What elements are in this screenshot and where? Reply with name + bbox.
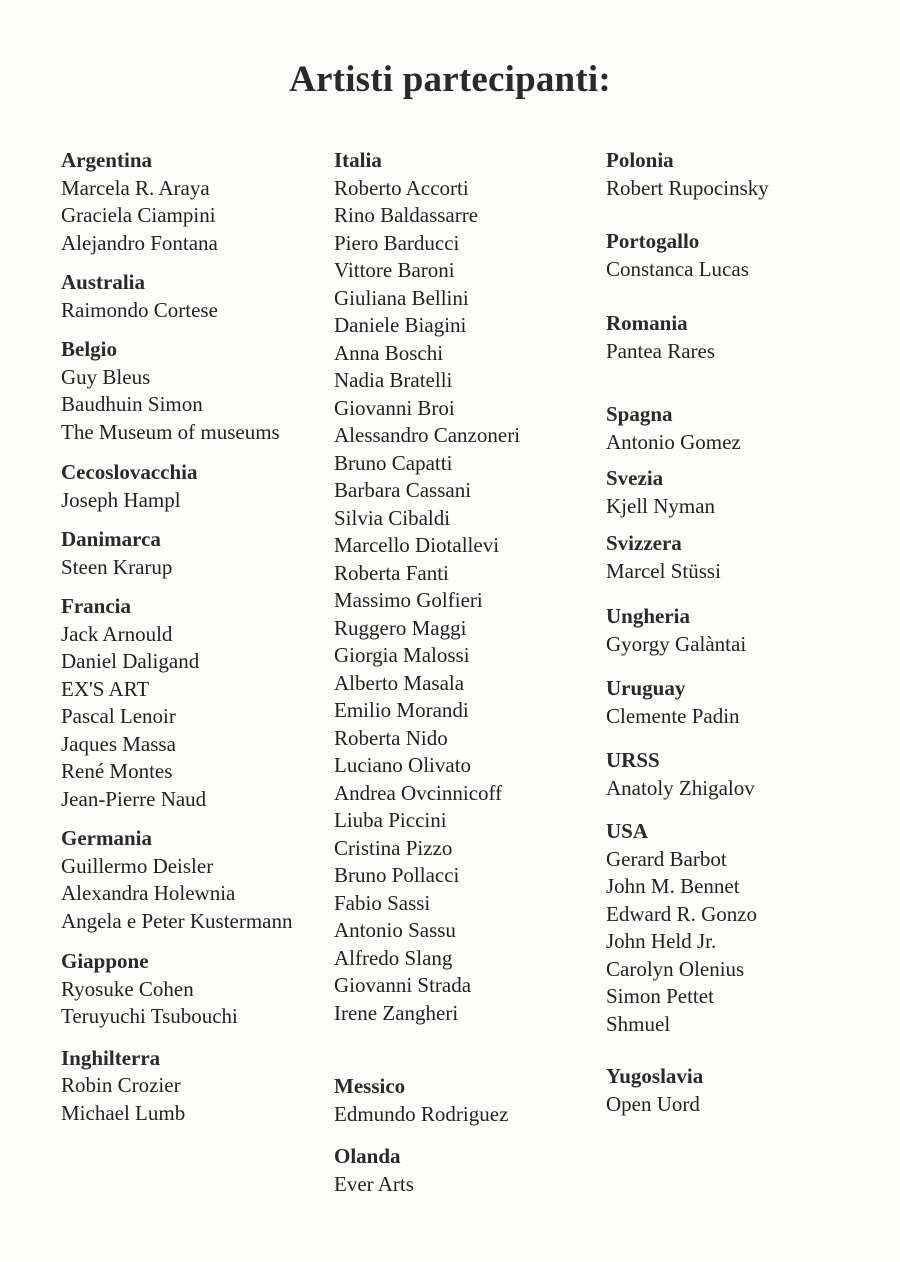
artist-name: Liuba Piccini <box>334 808 447 832</box>
country-heading: Inghilterra <box>61 1045 161 1070</box>
country-heading: Messico <box>334 1074 406 1098</box>
country-heading: Portogallo <box>606 229 700 253</box>
country-group-ungheria <box>606 603 866 658</box>
country-group-inghilterra <box>61 1045 311 1128</box>
artist-name: Daniel Daligand <box>61 649 200 673</box>
country-heading: Francia <box>61 594 131 618</box>
country-heading: Germania <box>61 826 152 850</box>
artist-name: Giorgia Malossi <box>334 643 470 667</box>
country-heading: Giappone <box>61 949 149 973</box>
artist-name: John M. Bennet <box>606 874 740 898</box>
artist-name: Marcela R. Araya <box>61 175 210 200</box>
country-group-giappone <box>61 948 311 1031</box>
country-heading: Spagna <box>606 402 673 426</box>
country-heading: Olanda <box>334 1144 401 1168</box>
column-1 <box>61 147 311 1127</box>
country-heading: Ungheria <box>606 604 690 628</box>
country-heading: Yugoslavia <box>606 1064 704 1088</box>
artist-name: Luciano Olivato <box>334 753 472 777</box>
artist-name: Gyorgy Galàntai <box>606 631 747 656</box>
artist-name: Constanca Lucas <box>606 256 749 281</box>
artist-name: Baudhuin Simon <box>61 392 203 416</box>
artist-name: Alexandra Holewnia <box>61 881 236 905</box>
artist-name: Alberto Masala <box>334 670 465 695</box>
country-group-spagna <box>606 401 866 456</box>
artist-name: Bruno Capatti <box>334 450 453 475</box>
artist-name: Ever Arts <box>334 1171 414 1196</box>
artist-name: Alejandro Fontana <box>61 230 218 255</box>
artist-name: Nadia Bratelli <box>334 368 453 392</box>
artist-name: Barbara Cassani <box>334 478 472 502</box>
country-heading: Belgio <box>61 337 117 361</box>
artist-name: Edward R. Gonzo <box>606 901 758 926</box>
column-2 <box>334 147 584 1198</box>
country-group-danimarca <box>61 526 311 581</box>
artist-name: Giuliana Bellini <box>334 285 469 310</box>
country-group-francia <box>61 593 311 813</box>
artist-name: EX'S ART <box>61 676 150 701</box>
artist-name: Alessandro Canzoneri <box>334 423 521 447</box>
country-group-romania <box>606 310 866 365</box>
artist-name: Shmuel <box>606 1011 671 1036</box>
artist-name: Robin Crozier <box>61 1073 181 1097</box>
artist-name: Massimo Golfieri <box>334 588 483 612</box>
artist-name: Robert Rupocinsky <box>606 175 769 200</box>
artist-name: Pascal Lenoir <box>61 704 176 728</box>
country-heading: Polonia <box>606 148 674 172</box>
country-group-urss <box>606 747 866 802</box>
artist-name: Rino Baldassarre <box>334 203 479 227</box>
artist-name: Carolyn Olenius <box>606 956 745 981</box>
artist-name: Antonio Sassu <box>334 918 456 942</box>
country-heading: Italia <box>334 148 382 172</box>
artist-name: Steen Krarup <box>61 554 173 579</box>
country-group-usa <box>606 818 866 1038</box>
artist-name: René Montes <box>61 759 173 783</box>
artist-name: Pantea Rares <box>606 338 716 363</box>
artist-name: Kjell Nyman <box>606 493 716 518</box>
artist-name: Giovanni Broi <box>334 395 455 420</box>
artist-name: Graciela Ciampini <box>61 203 216 227</box>
country-heading: Uruguay <box>606 676 686 700</box>
artist-name: Daniele Biagini <box>334 313 467 337</box>
artist-name: Ryosuke Cohen <box>61 976 194 1001</box>
artist-name: Antonio Gomez <box>606 429 741 454</box>
artist-name: Giovanni Strada <box>334 973 472 997</box>
country-group-argentina <box>61 147 311 257</box>
artist-name: Roberto Accorti <box>334 175 469 200</box>
artist-name: Irene Zangheri <box>334 1000 459 1025</box>
artist-name: Ruggero Maggi <box>334 615 467 640</box>
artist-name: Fabio Sassi <box>334 890 431 915</box>
country-group-olanda <box>334 1143 584 1198</box>
artist-name: Open Uord <box>606 1091 700 1116</box>
artist-name: Anatoly Zhigalov <box>606 775 755 800</box>
country-group-messico <box>334 1073 584 1128</box>
artist-name: Edmundo Rodriguez <box>334 1101 509 1126</box>
country-group-italia <box>334 147 584 1027</box>
artist-name: Simon Pettet <box>606 984 714 1008</box>
country-group-yugoslavia <box>606 1063 866 1118</box>
artist-name: Teruyuchi Tsubouchi <box>61 1004 238 1028</box>
page-title: Artisti partecipanti: <box>289 59 611 100</box>
country-group-portogallo <box>606 228 866 283</box>
country-heading: Cecoslovacchia <box>61 460 198 484</box>
country-group-belgio <box>61 336 311 446</box>
artist-name: Clemente Padin <box>606 703 740 728</box>
artist-name: Piero Barducci <box>334 230 460 255</box>
country-heading: Argentina <box>61 148 152 172</box>
artist-name: Silvia Cibaldi <box>334 505 451 530</box>
country-heading: Romania <box>606 311 688 335</box>
artist-name: Marcel Stüssi <box>606 558 721 583</box>
country-group-germania <box>61 825 311 935</box>
country-heading: Australia <box>61 270 145 294</box>
artist-name: Emilio Morandi <box>334 698 469 722</box>
country-group-australia <box>61 269 311 324</box>
country-group-svizzera <box>606 530 866 585</box>
artist-name: Andrea Ovcinnicoff <box>334 780 503 805</box>
artist-name: Bruno Pollacci <box>334 863 460 887</box>
country-heading: Svizzera <box>606 531 682 555</box>
artist-name: Angela e Peter Kustermann <box>61 908 293 933</box>
country-group-svezia <box>606 465 866 520</box>
artist-name: Cristina Pizzo <box>334 835 453 860</box>
country-heading: URSS <box>606 748 660 772</box>
country-heading: Danimarca <box>61 527 161 551</box>
artist-name: Marcello Diotallevi <box>334 533 500 557</box>
artist-name: Raimondo Cortese <box>61 297 218 322</box>
column-3 <box>606 147 866 1118</box>
artist-name: Anna Boschi <box>334 340 444 365</box>
country-heading: Svezia <box>606 466 664 490</box>
artist-name: Vittore Baroni <box>334 258 455 282</box>
artist-name: The Museum of museums <box>61 419 280 444</box>
artist-name: Guy Bleus <box>61 364 151 389</box>
artist-name: Guillermo Deisler <box>61 853 214 878</box>
country-group-uruguay <box>606 675 866 730</box>
artist-name: Roberta Nido <box>334 725 448 750</box>
artist-name: Jack Arnould <box>61 621 173 646</box>
country-heading: USA <box>606 819 649 843</box>
artist-name: John Held Jr. <box>606 929 717 953</box>
artist-name: Jean-Pierre Naud <box>61 786 207 811</box>
artist-name: Joseph Hampl <box>61 487 181 512</box>
artist-name: Gerard Barbot <box>606 846 727 871</box>
country-group-polonia <box>606 147 866 202</box>
artist-name: Alfredo Slang <box>334 945 453 970</box>
artist-name: Jaques Massa <box>61 731 176 756</box>
country-group-cecoslovacchia <box>61 459 311 514</box>
artist-name: Roberta Fanti <box>334 560 449 585</box>
artist-name: Michael Lumb <box>61 1100 186 1125</box>
